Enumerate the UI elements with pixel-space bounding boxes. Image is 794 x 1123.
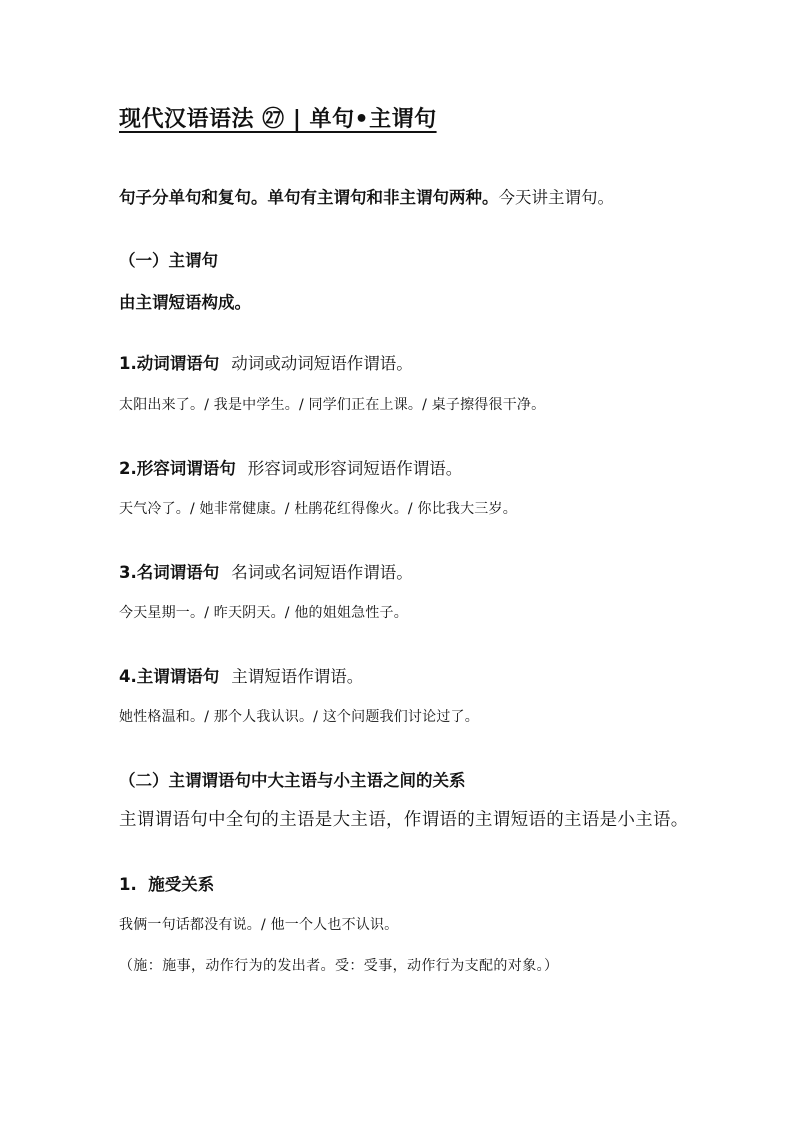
item-3-examples: 今天星期一。/ 昨天阴天。/ 他的姐姐急性子。 xyxy=(119,605,408,621)
section2-sub-heading: 1. 施受关系 xyxy=(119,875,215,894)
intro-bold-text: 句子分单句和复句。单句有主谓句和非主谓句两种。 xyxy=(119,188,499,207)
section1-heading: （一）主谓句 xyxy=(119,251,218,270)
item-2-heading xyxy=(119,455,462,479)
item-3-desc: 名词或名词短语作谓语。 xyxy=(231,563,413,582)
item-1-title: 1.动词谓语句 xyxy=(119,354,220,373)
section2-paragraph: 主谓谓语句中全句的主语是大主语，作谓语的主谓短语的主语是小主语。 xyxy=(119,810,689,830)
item-2-title: 2.形容词谓语句 xyxy=(119,459,236,478)
intro-paragraph xyxy=(119,184,614,208)
item-3-heading xyxy=(119,559,413,583)
item-2-desc: 形容词或形容词短语作谓语。 xyxy=(247,459,463,478)
item-4-title: 4.主谓谓语句 xyxy=(119,667,220,686)
page-title: 现代汉语语法 ㉗ | 单句•主谓句 xyxy=(119,107,437,132)
intro-normal-text: 今天讲主谓句。 xyxy=(498,188,614,207)
item-4-examples: 她性格温和。/ 那个人我认识。/ 这个问题我们讨论过了。 xyxy=(119,709,479,725)
item-1-desc: 动词或动词短语作谓语。 xyxy=(231,354,413,373)
section2-heading: （二）主谓谓语句中大主语与小主语之间的关系 xyxy=(119,771,466,790)
item-4-heading xyxy=(119,663,363,687)
item-2-examples: 天气冷了。/ 她非常健康。/ 杜鹃花红得像火。/ 你比我大三岁。 xyxy=(119,501,517,517)
item-1-heading xyxy=(119,350,413,374)
item-4-desc: 主谓短语作谓语。 xyxy=(231,667,364,686)
section1-definition: 由主谓短语构成。 xyxy=(119,293,251,312)
section2-note: （施：施事，动作行为的发出者。受：受事，动作行为支配的对象。） xyxy=(119,958,559,974)
section2-examples: 我俩一句话都没有说。/ 他一个人也不认识。 xyxy=(119,917,399,933)
item-1-examples: 太阳出来了。/ 我是中学生。/ 同学们正在上课。/ 桌子擦得很干净。 xyxy=(119,397,546,413)
item-3-title: 3.名词谓语句 xyxy=(119,563,220,582)
